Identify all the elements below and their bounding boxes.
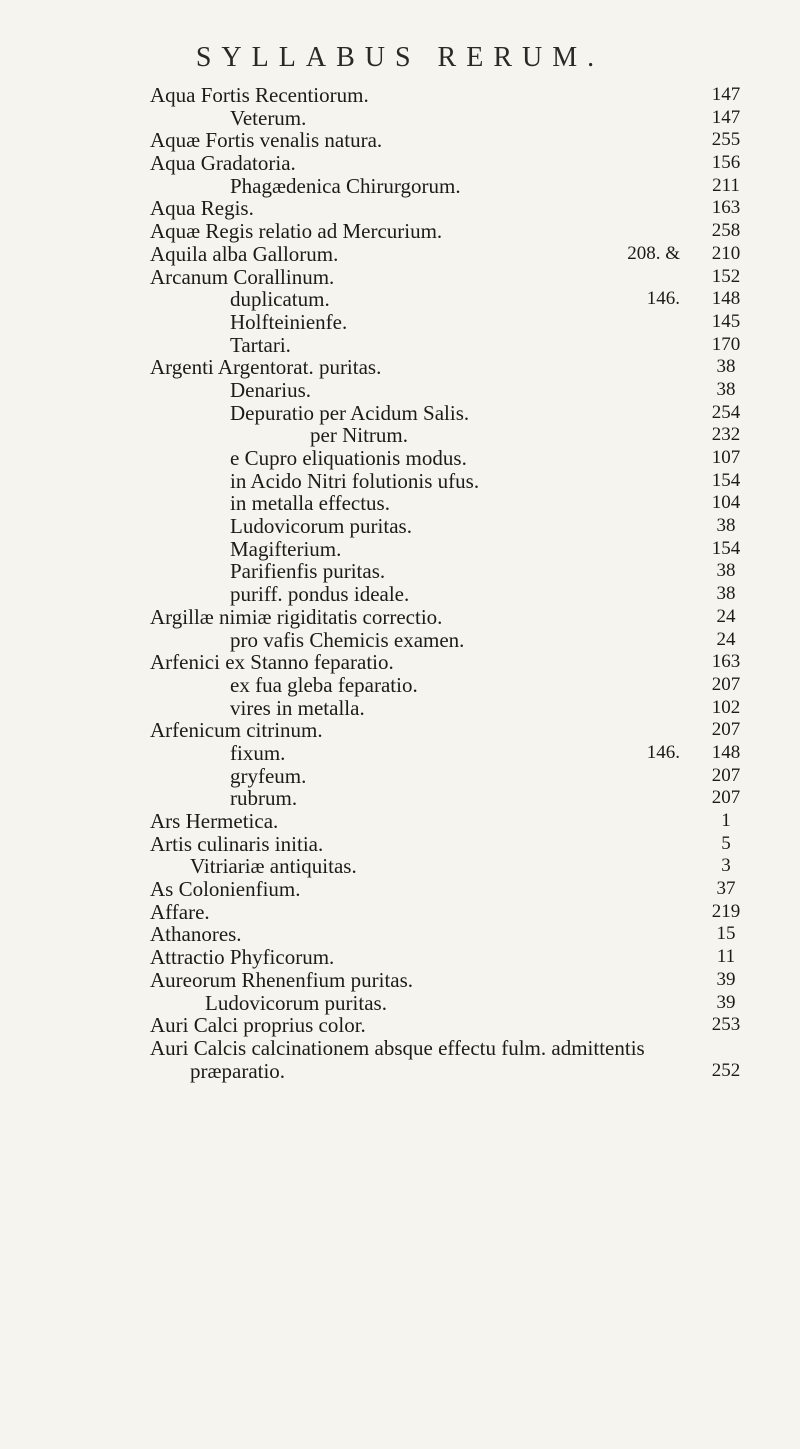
page-ref: 37 <box>716 878 736 900</box>
page-ref: 207 <box>711 719 741 741</box>
entry-text: præparatio. <box>190 1058 286 1083</box>
entry-text: Argenti Argentorat. puritas. <box>150 355 382 380</box>
index-row <box>0 629 800 652</box>
index-row <box>0 878 800 901</box>
page-ref: 210 <box>711 242 741 264</box>
index-row <box>0 1060 800 1083</box>
index-row <box>0 719 800 742</box>
index-row <box>0 697 800 720</box>
page-ref: 258 <box>711 220 741 242</box>
page-ref: 207 <box>711 764 741 786</box>
page-ref: 38 <box>716 560 736 582</box>
page-ref: 107 <box>711 447 741 468</box>
entry-text: Attractio Phyficorum. <box>150 945 335 970</box>
page-ref: 163 <box>711 197 741 219</box>
entry-text: Phagædenica Chirurgorum. <box>230 173 461 198</box>
page-ref: 38 <box>716 356 736 378</box>
page-ref: 3 <box>721 855 731 877</box>
entry-text: Aquæ Regis relatio ad Mercurium. <box>150 219 443 244</box>
index-entries <box>0 84 800 1082</box>
page-ref: 254 <box>711 401 741 423</box>
page-ref: 211 <box>712 174 740 196</box>
secondary-page-ref: 208. & <box>627 242 680 264</box>
page-ref: 207 <box>711 787 741 809</box>
page-ref: 148 <box>711 288 741 310</box>
page-ref: 232 <box>711 424 741 446</box>
page-ref: 38 <box>716 583 736 605</box>
index-row <box>0 197 800 220</box>
index-row <box>0 810 800 833</box>
secondary-page-ref: 146. <box>646 288 680 310</box>
page-ref: 39 <box>716 968 736 990</box>
index-row <box>0 992 800 1015</box>
entry-text: Auri Calci proprius color. <box>150 1013 366 1038</box>
page-ref: 154 <box>711 469 741 491</box>
entry-text: Veterum. <box>230 105 307 130</box>
entry-text: Vitriariæ antiquitas. <box>190 854 357 879</box>
page-ref: 11 <box>716 946 736 968</box>
entry-text: Aureorum Rhenenfium puritas. <box>150 967 414 992</box>
index-row <box>0 787 800 810</box>
index-row <box>0 402 800 425</box>
page-ref: 253 <box>711 1014 741 1036</box>
entry-text: Aqua Fortis Recentiorum. <box>150 83 369 107</box>
entry-text: Ars Hermetica. <box>150 809 279 833</box>
index-row <box>0 220 800 243</box>
page-ref: 154 <box>711 537 741 559</box>
index-row <box>0 447 800 470</box>
page-ref: 38 <box>716 378 736 400</box>
entry-text: ex fua gleba feparatio. <box>230 672 418 697</box>
page-ref: 1 <box>721 810 731 831</box>
entry-text: per Nitrum. <box>310 423 408 448</box>
page-ref: 5 <box>721 832 731 854</box>
entry-text: Affare. <box>150 899 210 924</box>
entry-text: pro vafis Chemicis examen. <box>230 627 465 652</box>
page-ref: 152 <box>711 265 741 287</box>
index-row <box>0 1014 800 1037</box>
index-row <box>0 674 800 697</box>
index-row <box>0 946 800 969</box>
secondary-page-ref: 146. <box>646 741 680 763</box>
entry-text: Arcanum Corallinum. <box>150 264 335 289</box>
entry-text: Arfenicum citrinum. <box>150 718 323 743</box>
index-row <box>0 583 800 606</box>
page-header: SYLLABUS RERUM. <box>195 42 605 73</box>
entry-text: Aqua Gradatoria. <box>150 151 296 176</box>
entry-text: gryfeum. <box>230 763 307 788</box>
entry-text: Magifterium. <box>230 536 342 561</box>
page-ref: 147 <box>711 84 741 105</box>
index-row <box>0 833 800 856</box>
index-row <box>0 765 800 788</box>
index-row <box>0 651 800 674</box>
page-ref: 255 <box>711 129 741 151</box>
page-ref: 15 <box>716 923 736 945</box>
page-ref: 24 <box>716 628 736 650</box>
page-ref: 170 <box>711 333 741 355</box>
entry-text: Tartari. <box>230 332 291 357</box>
index-row <box>0 515 800 538</box>
index-row <box>0 1037 800 1060</box>
index-row <box>0 129 800 152</box>
index-row <box>0 243 800 266</box>
page-ref: 148 <box>711 741 741 763</box>
index-row <box>0 855 800 878</box>
entry-text: Aqua Regis. <box>150 196 254 221</box>
index-row <box>0 560 800 583</box>
page-ref: 102 <box>711 696 741 718</box>
index-row <box>0 969 800 992</box>
index-row <box>0 606 800 629</box>
page-ref: 147 <box>711 106 741 128</box>
entry-text: Parifienfis puritas. <box>230 559 386 584</box>
page-ref: 104 <box>711 492 741 514</box>
entry-text: rubrum. <box>230 786 298 811</box>
index-row <box>0 923 800 946</box>
index-row <box>0 538 800 561</box>
entry-text: Aquila alba Gallorum. <box>150 241 339 266</box>
entry-text: Ludovicorum puritas. <box>230 514 412 539</box>
entry-text: in metalla effectus. <box>230 491 390 516</box>
index-row <box>0 424 800 447</box>
index-row <box>0 266 800 289</box>
index-row <box>0 470 800 493</box>
index-row <box>0 742 800 765</box>
index-row <box>0 901 800 924</box>
index-row <box>0 492 800 515</box>
index-row <box>0 356 800 379</box>
entry-text: duplicatum. <box>230 287 330 312</box>
page-ref: 207 <box>711 673 741 695</box>
entry-text: e Cupro eliquationis modus. <box>230 446 467 470</box>
entry-text: Ludovicorum puritas. <box>205 990 387 1015</box>
entry-text: puriff. pondus ideale. <box>230 582 410 607</box>
entry-text: Athanores. <box>150 922 242 947</box>
index-row <box>0 175 800 198</box>
entry-text: Denarius. <box>230 377 312 402</box>
entry-text: in Acido Nitri folutionis ufus. <box>230 468 480 493</box>
entry-text: Auri Calcis calcinationem absque effectu fulm. admittentis <box>150 1035 645 1060</box>
page-ref: 24 <box>716 605 736 627</box>
page-ref: 252 <box>711 1059 741 1081</box>
entry-text: Depuratio per Acidum Salis. <box>230 400 470 425</box>
entry-text: Holfteinienfe. <box>230 309 348 334</box>
page-ref: 163 <box>711 651 741 673</box>
page-ref: 39 <box>716 991 736 1013</box>
page-ref: 38 <box>716 515 736 537</box>
index-row <box>0 311 800 334</box>
index-row <box>0 334 800 357</box>
page-ref: 219 <box>711 900 741 922</box>
page-ref: 156 <box>711 152 741 174</box>
page-ref: 145 <box>711 310 741 332</box>
entry-text: fixum. <box>230 740 286 765</box>
entry-text: Argillæ nimiæ rigiditatis correctio. <box>150 604 443 629</box>
entry-text: Arfenici ex Stanno feparatio. <box>150 650 394 675</box>
entry-text: Artis culinaris initia. <box>150 831 324 856</box>
entry-text: Aquæ Fortis venalis natura. <box>150 128 383 153</box>
index-row <box>0 107 800 130</box>
index-row <box>0 84 800 107</box>
index-row <box>0 288 800 311</box>
entry-text: As Colonienfium. <box>150 877 301 902</box>
index-row <box>0 379 800 402</box>
index-row <box>0 152 800 175</box>
entry-text: vires in metalla. <box>230 695 365 720</box>
